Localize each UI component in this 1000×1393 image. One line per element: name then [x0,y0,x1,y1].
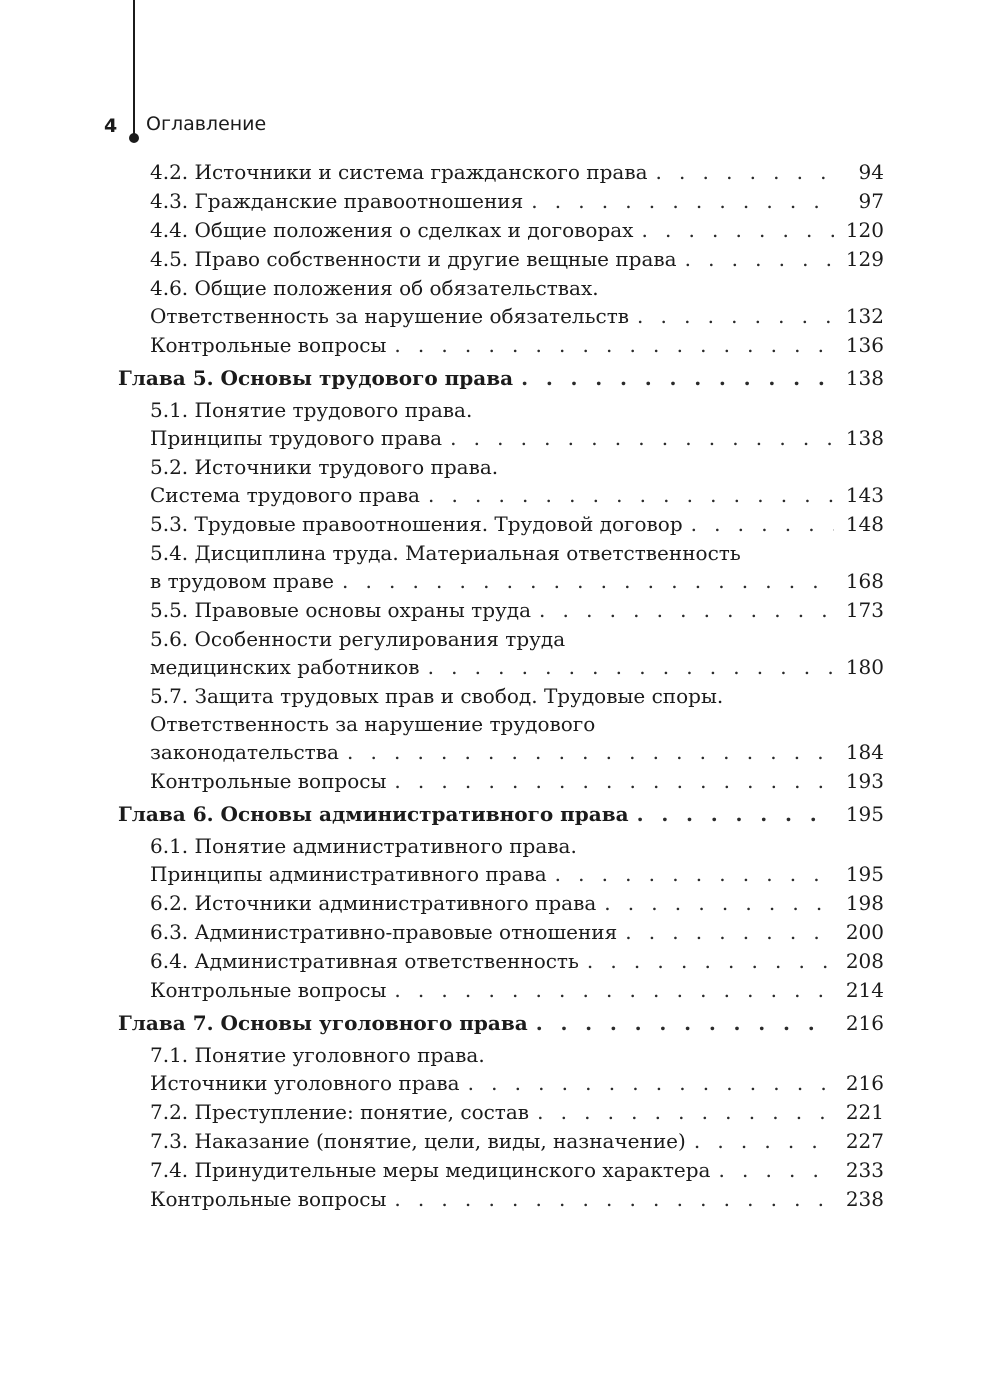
toc-page-number: 233 [845,1158,884,1182]
margin-rule-dot [129,133,139,143]
toc-page-number: 136 [845,333,884,357]
toc-page-number: 195 [845,862,884,886]
toc-entry-title: 5.5. Правовые основы охраны труда [150,598,532,622]
toc-page-number: 120 [845,218,884,242]
toc-entry-title: 7.2. Преступление: понятие, состав [150,1100,530,1124]
dot-leader [537,1098,834,1127]
toc-entry-title: Глава 6. Основы административного права [118,802,629,826]
toc-page-number: 216 [845,1011,884,1035]
toc-section-entry[interactable] [118,1098,884,1127]
toc-page-number: 168 [845,569,884,593]
toc-entry-title-line: 5.4. Дисциплина труда. Материальная ответственность [150,541,741,565]
toc-entry-row [150,1127,884,1156]
toc-entry-title: 6.4. Административная ответственность [150,949,579,973]
table-of-contents [118,158,884,1214]
toc-entry-title: Источники уголовного права [150,1071,460,1095]
toc-page-number: 97 [858,189,884,213]
toc-page-number: 195 [845,802,884,826]
dot-leader [394,976,834,1005]
toc-section-entry[interactable] [118,596,884,625]
toc-section-entry[interactable] [118,682,884,767]
dot-leader [342,567,834,596]
dot-leader [641,216,834,245]
toc-entry-title: Ответственность за нарушение обязательств [150,304,630,328]
toc-entry-row [150,767,884,796]
toc-entry-row [150,653,884,682]
toc-entry-title: Глава 7. Основы уголовного права [118,1011,528,1035]
toc-section-entry[interactable] [118,1156,884,1185]
toc-section-entry[interactable] [118,947,884,976]
dot-leader [394,1185,834,1214]
toc-chapter-entry[interactable] [118,1009,884,1038]
toc-entry-title: Система трудового права [150,483,420,507]
toc-page-number: 238 [845,1187,884,1211]
toc-entry-title-line: 5.2. Источники трудового права. [150,455,499,479]
toc-section-entry[interactable] [118,889,884,918]
toc-entry-row [150,481,884,510]
toc-entry-title: 4.2. Источники и система гражданского права [150,160,648,184]
toc-page-number: 129 [845,247,884,271]
toc-entry-title: законодательства [150,740,339,764]
toc-section-entry[interactable] [118,1185,884,1214]
toc-section-entry[interactable] [118,158,884,187]
toc-page-number: 138 [845,426,884,450]
toc-entry-row [150,331,884,360]
toc-section-entry[interactable] [118,918,884,947]
toc-entry-title: 5.3. Трудовые правоотношения. Трудовой договор [150,512,683,536]
toc-page-number: 227 [845,1129,884,1153]
toc-chapter-entry[interactable] [118,364,884,393]
toc-section-entry[interactable] [118,510,884,539]
dot-leader [521,364,834,393]
page-number: 4 [104,115,118,137]
toc-entry-row [150,1069,884,1098]
toc-page-number: 216 [845,1071,884,1095]
dot-leader [468,1069,834,1098]
toc-entry-title: Принципы административного права [150,862,547,886]
dot-leader [536,1009,834,1038]
toc-entry-title: 7.4. Принудительные меры медицинского характера [150,1158,711,1182]
dot-leader [394,767,834,796]
toc-chapter-entry[interactable] [118,800,884,829]
toc-entry-title: 6.3. Административно-правовые отношения [150,920,618,944]
dot-leader [587,947,834,976]
toc-page-number: 184 [845,740,884,764]
toc-entry-title: 4.3. Гражданские правоотношения [150,189,524,213]
toc-section-entry[interactable] [118,832,884,889]
toc-entry-title: Контрольные вопросы [150,978,387,1002]
toc-entry-row [118,800,884,829]
dot-leader [450,424,834,453]
toc-page-number: 208 [845,949,884,973]
toc-entry-title: Контрольные вопросы [150,333,387,357]
toc-entry-title-line: 5.6. Особенности регулирования труда [150,627,566,651]
toc-entry-row [150,424,884,453]
toc-section-entry[interactable] [118,1127,884,1156]
running-title: Оглавление [146,113,267,135]
toc-entry-title: 4.4. Общие положения о сделках и договорах [150,218,634,242]
toc-page-number: 143 [845,483,884,507]
toc-entry-row [150,1185,884,1214]
dot-leader [685,245,834,274]
margin-rule [133,0,135,136]
dot-leader [531,187,834,216]
toc-section-entry[interactable] [118,453,884,510]
toc-entry-title: 7.3. Наказание (понятие, цели, виды, назначение) [150,1129,686,1153]
toc-entry-row [150,918,884,947]
toc-section-entry[interactable] [118,331,884,360]
dot-leader [394,331,834,360]
toc-section-entry[interactable] [118,625,884,682]
dot-leader [718,1156,834,1185]
toc-section-entry[interactable] [118,274,884,331]
toc-entry-row [150,976,884,1005]
toc-section-entry[interactable] [118,245,884,274]
toc-entry-row [150,947,884,976]
toc-page-number: 173 [845,598,884,622]
toc-page-number: 132 [845,304,884,328]
toc-entry-row [118,1009,884,1038]
toc-entry-row [150,860,884,889]
toc-section-entry[interactable] [118,187,884,216]
toc-page-number: 198 [845,891,884,915]
toc-entry-title: в трудовом праве [150,569,334,593]
toc-entry-title: 6.2. Источники административного права [150,891,597,915]
toc-entry-row [118,364,884,393]
dot-leader [625,918,834,947]
toc-page-number: 214 [845,978,884,1002]
toc-entry-title-line: 6.1. Понятие административного права. [150,834,577,858]
toc-entry-title-line: 5.7. Защита трудовых прав и свобод. Трудовые споры. [150,684,724,708]
toc-page-number: 94 [858,160,884,184]
dot-leader [691,510,834,539]
toc-section-entry[interactable] [118,396,884,453]
toc-section-entry[interactable] [118,767,884,796]
toc-entry-row [150,510,884,539]
toc-entry-row [150,889,884,918]
dot-leader [656,158,834,187]
toc-entry-title: Глава 5. Основы трудового права [118,366,514,390]
toc-page-number: 193 [845,769,884,793]
toc-page-number: 200 [845,920,884,944]
toc-entry-row [150,216,884,245]
toc-section-entry[interactable] [118,216,884,245]
toc-entry-title: Принципы трудового права [150,426,443,450]
toc-section-entry[interactable] [118,1041,884,1098]
toc-page-number: 221 [845,1100,884,1124]
dot-leader [539,596,834,625]
dot-leader [604,889,834,918]
toc-page-number: 148 [845,512,884,536]
toc-entry-title-line: 7.1. Понятие уголовного права. [150,1043,485,1067]
toc-entry-row [150,245,884,274]
toc-entry-title: Контрольные вопросы [150,1187,387,1211]
toc-entry-row [150,1098,884,1127]
toc-entry-row [150,567,884,596]
dot-leader [555,860,834,889]
toc-page-number: 138 [845,366,884,390]
toc-entry-row [150,187,884,216]
toc-entry-row [150,302,884,331]
toc-entry-title-line: Ответственность за нарушение трудового [150,712,596,736]
dot-leader [694,1127,834,1156]
toc-entry-row [150,1156,884,1185]
toc-entry-row [150,596,884,625]
dot-leader [637,800,834,829]
toc-section-entry[interactable] [118,539,884,596]
toc-section-entry[interactable] [118,976,884,1005]
toc-entry-row [150,738,884,767]
toc-entry-title: медицинских работников [150,655,420,679]
dot-leader [428,481,834,510]
toc-entry-title-line: 5.1. Понятие трудового права. [150,398,473,422]
dot-leader [428,653,834,682]
dot-leader [637,302,834,331]
toc-entry-row [150,158,884,187]
dot-leader [347,738,834,767]
toc-page-number: 180 [845,655,884,679]
toc-entry-title-line: 4.6. Общие положения об обязательствах. [150,276,599,300]
toc-entry-title: 4.5. Право собственности и другие вещные права [150,247,677,271]
toc-entry-title: Контрольные вопросы [150,769,387,793]
